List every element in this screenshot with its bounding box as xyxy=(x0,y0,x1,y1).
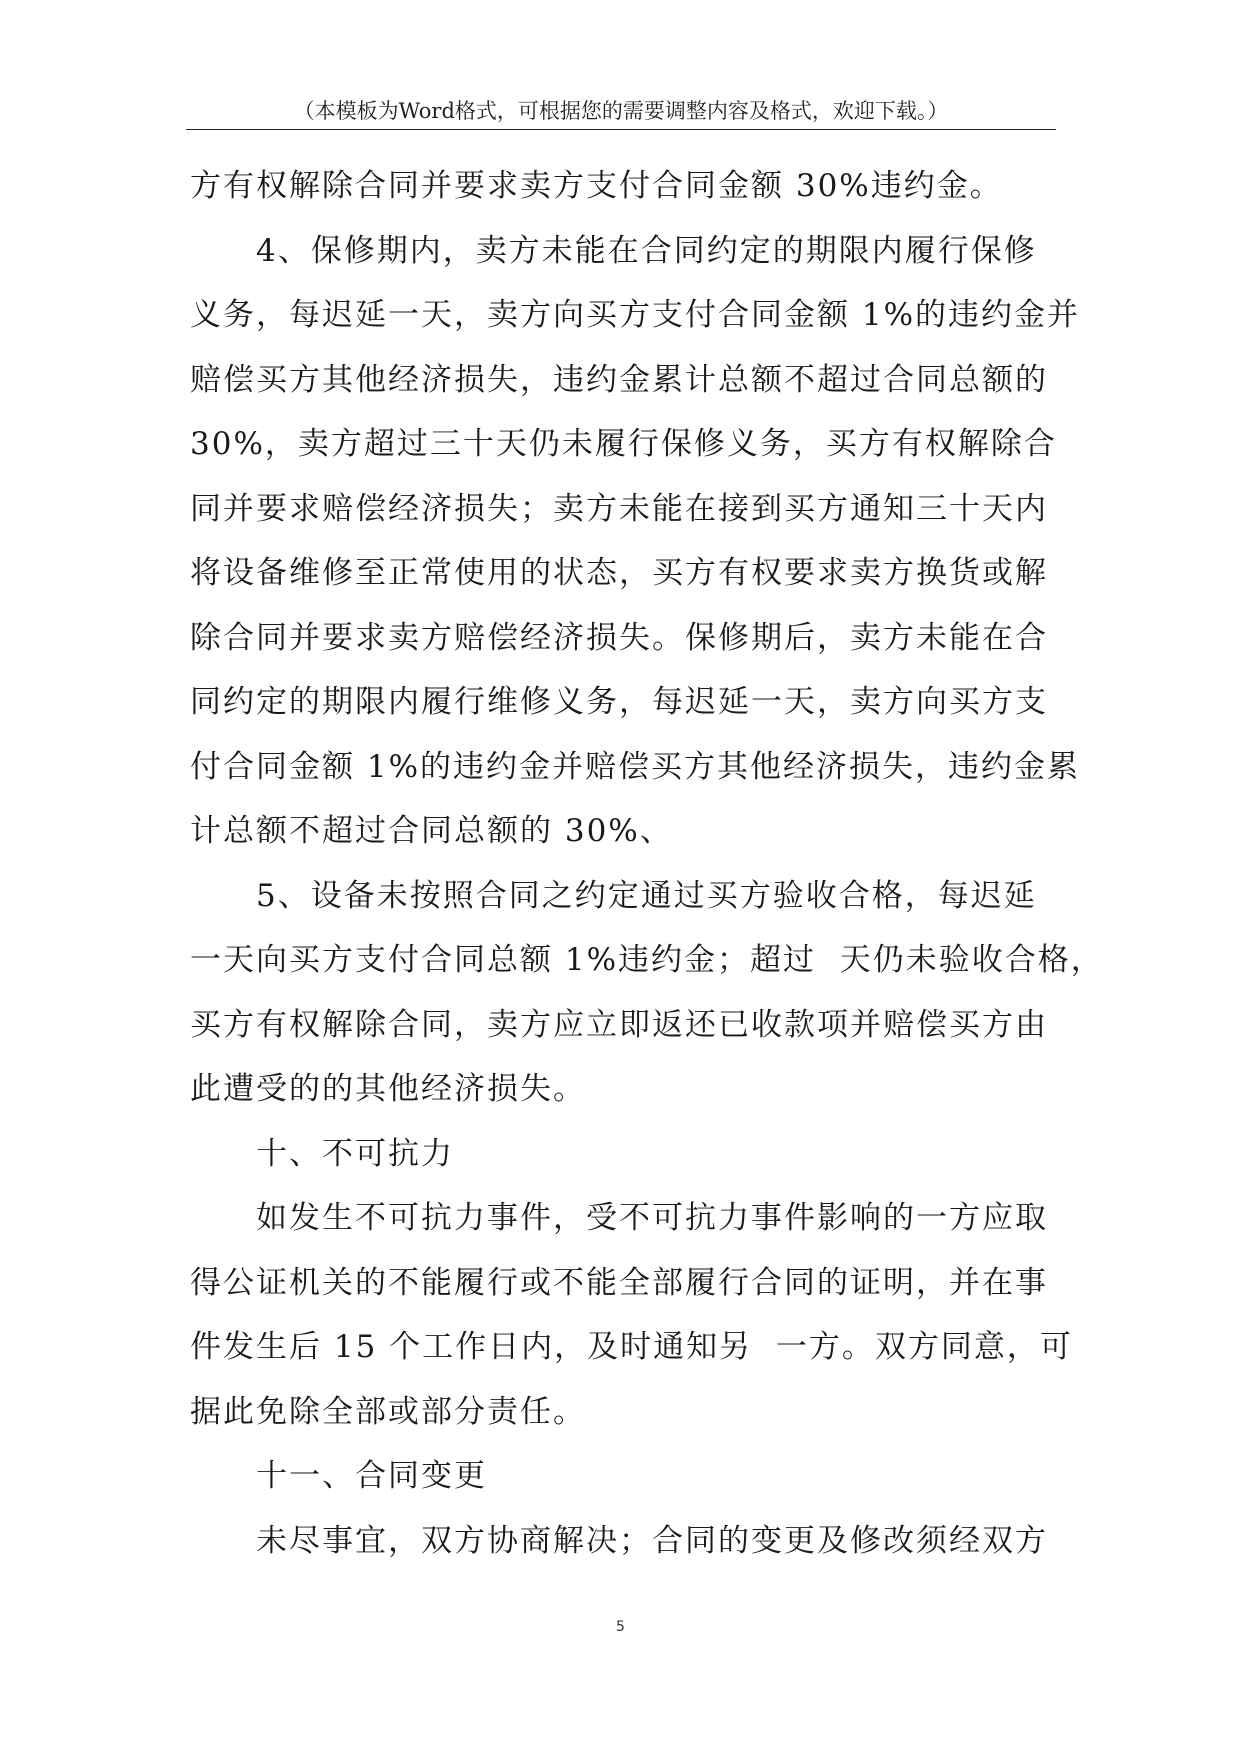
body-line: 同约定的期限内履行维修义务，每迟延一天，卖方向买方支 xyxy=(190,684,1048,720)
document-body xyxy=(190,154,1104,1573)
body-line: 一天向买方支付合同总额 1%违约金；超过 天仍未验收合格， xyxy=(190,942,1104,978)
section-heading-contract-change: 十一、合同变更 xyxy=(190,1458,487,1494)
section-heading-force-majeure: 十、不可抗力 xyxy=(190,1135,454,1172)
body-line: 买方有权解除合同，卖方应立即返还已收款项并赔偿买方由 xyxy=(190,1006,1048,1043)
body-line: 30%，卖方超过三十天仍未履行保修义务，买方有权解除合 xyxy=(190,426,1057,462)
body-line: 除合同并要求卖方赔偿经济损失。保修期后，卖方未能在合 xyxy=(190,619,1048,656)
template-notice: （本模板为Word格式，可根据您的需要调整内容及格式，欢迎下载。） xyxy=(293,99,949,123)
page-number: 5 xyxy=(616,1619,625,1635)
body-line: 将设备维修至正常使用的状态，买方有权要求卖方换货或解 xyxy=(190,555,1048,591)
body-line: 同并要求赔偿经济损失；卖方未能在接到买方通知三十天内 xyxy=(190,490,1048,527)
body-line: 如发生不可抗力事件，受不可抗力事件影响的一方应取 xyxy=(190,1200,1048,1236)
body-line: 据此免除全部或部分责任。 xyxy=(190,1393,586,1430)
body-line: 件发生后 15 个工作日内，及时通知另 一方。双方同意，可 xyxy=(190,1329,1073,1365)
body-line: 义务，每迟延一天，卖方向买方支付合同金额 1%的违约金并 xyxy=(190,297,1081,333)
body-line: 方有权解除合同并要求卖方支付合同金额 30%违约金。 xyxy=(190,168,1003,204)
body-line: 4、保修期内，卖方未能在合同约定的期限内履行保修 xyxy=(190,232,1037,269)
body-line: 计总额不超过合同总额的 30%、 xyxy=(190,813,673,849)
body-line: 得公证机关的不能履行或不能全部履行合同的证明，并在事 xyxy=(190,1264,1048,1301)
header-divider xyxy=(186,129,1056,130)
body-line: 5、设备未按照合同之约定通过买方验收合格，每迟延 xyxy=(190,877,1037,914)
body-line: 赔偿买方其他经济损失，违约金累计总额不超过合同总额的 xyxy=(190,361,1048,398)
body-line: 付合同金额 1%的违约金并赔偿买方其他经济损失，违约金累 xyxy=(190,748,1081,785)
body-line: 此遭受的的其他经济损失。 xyxy=(190,1071,586,1107)
body-line: 未尽事宜，双方协商解决；合同的变更及修改须经双方 xyxy=(190,1522,1048,1559)
